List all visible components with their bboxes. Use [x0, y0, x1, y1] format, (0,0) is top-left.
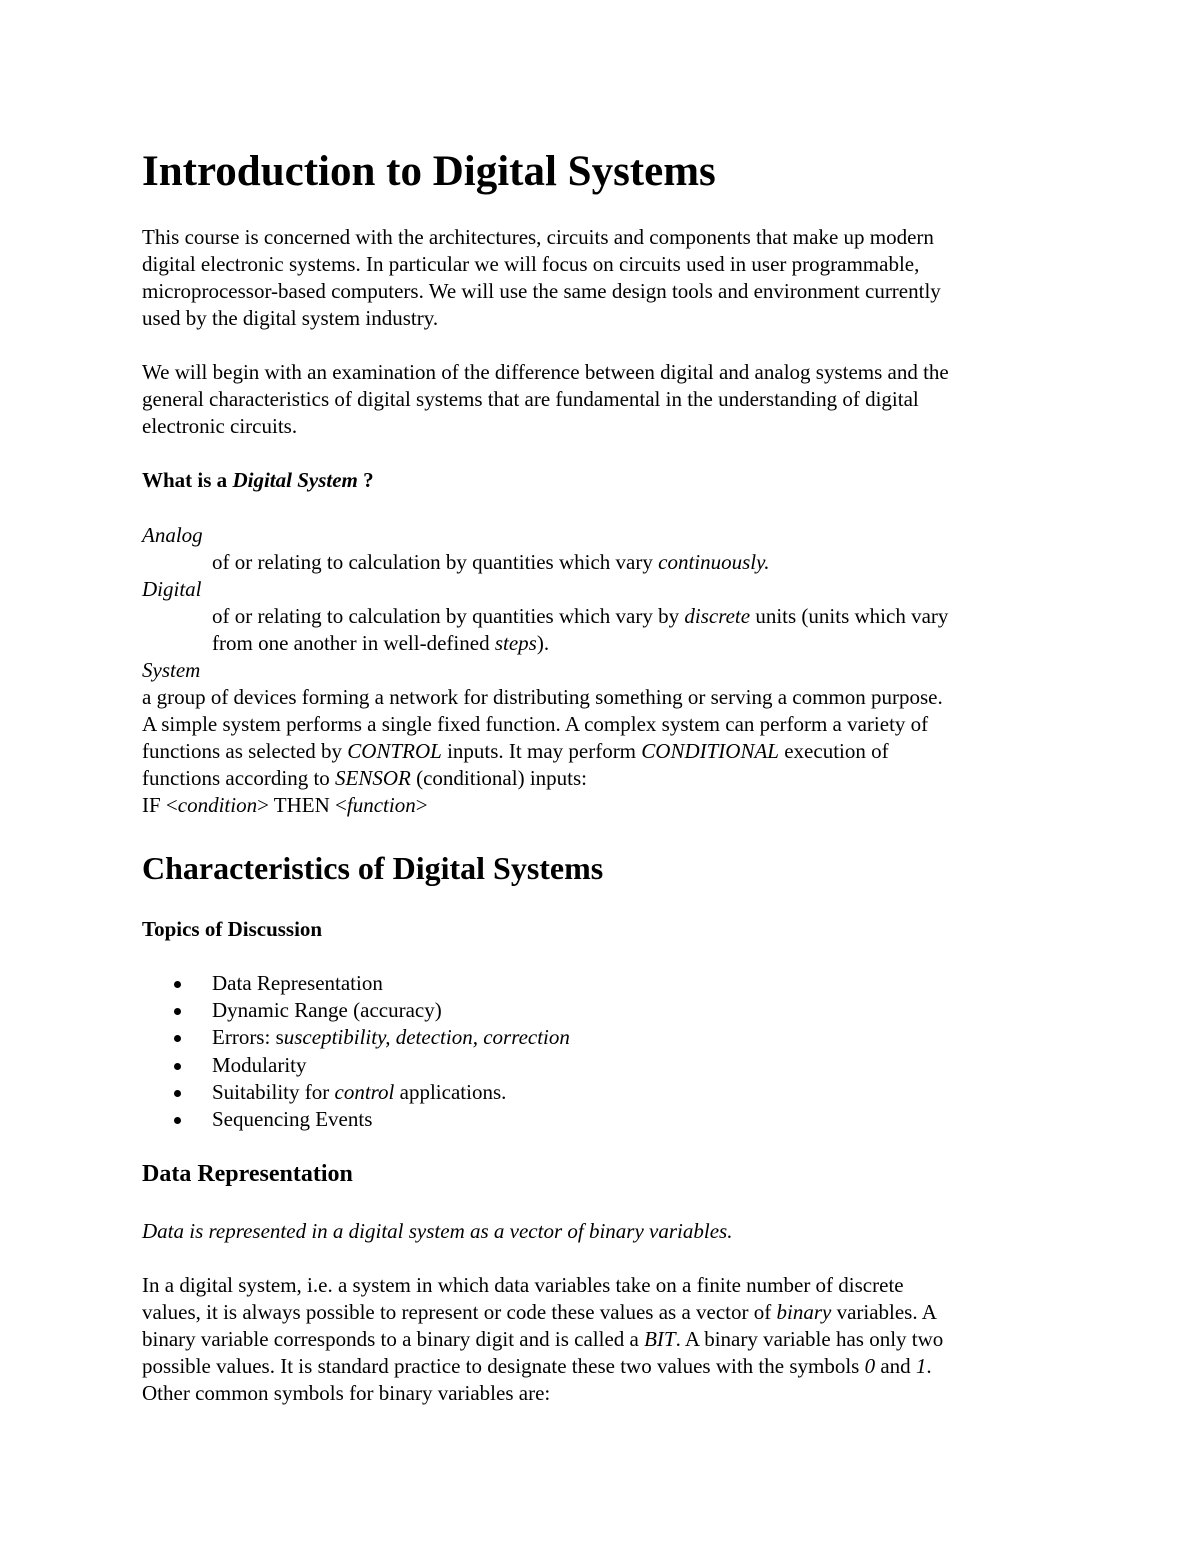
data-rep-text: variables. A	[831, 1300, 937, 1324]
topic-label: Sequencing Events	[212, 1106, 373, 1131]
topic-label: applications.	[394, 1079, 507, 1104]
intro-line: used by the digital system industry.	[142, 306, 439, 330]
data-rep-text: . A binary variable has only two	[675, 1327, 944, 1351]
analog-term: Analog	[142, 523, 203, 547]
analog-definition	[212, 549, 1072, 576]
intro-line: This course is concerned with the architectures, circuits and components that make up modern	[142, 225, 934, 249]
intro-line: microprocessor-based computers. We will use the same design tools and environment currently	[142, 279, 941, 303]
topics-heading-text: Topics of Discussion	[142, 917, 323, 941]
data-representation-lead	[142, 1218, 1062, 1245]
data-rep-line: In a digital system, i.e. a system in which data variables take on a finite number of discrete	[142, 1273, 904, 1297]
system-def-text: functions according to	[142, 766, 336, 790]
bullet-icon	[174, 981, 181, 988]
topic-label: Dynamic Range (accuracy)	[212, 998, 442, 1023]
question-term: Digital System	[232, 468, 358, 492]
page-title: Introduction to Digital Systems	[142, 148, 716, 195]
system-def-text: (conditional) inputs:	[410, 766, 588, 790]
intro-paragraph	[142, 224, 1062, 332]
system-def-text: IF <	[142, 793, 178, 817]
digital-def-text: of or relating to calculation by quantities which vary by	[212, 604, 685, 628]
bullet-icon	[174, 1090, 181, 1097]
begin-line: We will begin with an examination of the difference between digital and analog systems and the	[142, 360, 949, 384]
data-rep-text: values, it is always possible to represent or code these values as a vector of	[142, 1300, 777, 1324]
data-rep-text: possible values. It is standard practice to designate these two values with the symbols	[142, 1354, 865, 1378]
list-item	[142, 1024, 570, 1051]
system-def-emphasis: function	[346, 793, 416, 817]
begin-paragraph	[142, 359, 1062, 440]
system-def-text: execution of	[778, 739, 889, 763]
digital-definition	[212, 603, 1072, 657]
question-prefix: What is a	[142, 468, 233, 492]
begin-line: electronic circuits.	[142, 414, 298, 438]
topic-label: Modularity	[212, 1052, 307, 1077]
system-def-text: inputs. It may perform	[441, 739, 642, 763]
list-item	[142, 1106, 570, 1133]
digital-def-text: from one another in well-defined	[212, 631, 495, 655]
system-def-line: a group of devices forming a network for distributing something or serving a common purpose.	[142, 685, 943, 709]
topic-label: Errors: s	[212, 1025, 284, 1050]
data-rep-emphasis: binary	[776, 1300, 832, 1324]
topic-label: Data Representation	[212, 971, 383, 995]
data-rep-text: binary variable corresponds to a binary digit and is called a	[142, 1327, 645, 1351]
data-rep-line: Other common symbols for binary variables are:	[142, 1381, 551, 1405]
topic-emphasis: usceptibility, detection, correction	[283, 1025, 570, 1050]
data-rep-emphasis: BIT	[644, 1327, 676, 1351]
system-def-text: functions as selected by	[142, 739, 348, 763]
characteristics-heading: Characteristics of Digital Systems	[142, 850, 604, 886]
question-suffix: ?	[357, 468, 374, 492]
bullet-icon	[174, 1008, 181, 1015]
system-def-emphasis: SENSOR	[335, 766, 411, 790]
bullet-icon	[174, 1035, 181, 1042]
data-representation-paragraph	[142, 1272, 1062, 1407]
analog-def-emphasis: continuously.	[658, 550, 770, 574]
system-def-text: > THEN <	[257, 793, 347, 817]
topic-emphasis: control	[334, 1079, 395, 1104]
list-item	[142, 1052, 570, 1079]
bullet-icon	[174, 1063, 181, 1070]
analog-def-text: of or relating to calculation by quantities which vary	[212, 550, 659, 574]
topics-list	[142, 970, 570, 1133]
data-rep-emphasis: 1	[915, 1354, 927, 1378]
list-item	[142, 997, 570, 1024]
system-def-text: >	[415, 793, 428, 817]
system-def-emphasis: condition	[177, 793, 258, 817]
topics-heading	[142, 916, 1062, 943]
system-definition	[142, 684, 1062, 819]
system-def-emphasis: CONDITIONAL	[641, 739, 779, 763]
bullet-icon	[174, 1117, 181, 1124]
data-representation-emphasis: Data is represented in a digital system as a vector of binary variables.	[142, 1219, 733, 1243]
system-def-emphasis: CONTROL	[347, 739, 442, 763]
system-def-line: A simple system performs a single fixed function. A complex system can perform a variety of	[142, 712, 929, 736]
digital-term: Digital	[142, 577, 202, 601]
digital-def-text: units (units which vary	[750, 604, 949, 628]
data-representation-heading: Data Representation	[142, 1161, 353, 1187]
topic-label: Suitability for	[212, 1079, 335, 1104]
data-rep-text: and	[875, 1354, 916, 1378]
data-rep-emphasis: 0	[864, 1354, 876, 1378]
intro-line: digital electronic systems. In particular we will focus on circuits used in user programmable,	[142, 252, 920, 276]
question-heading	[142, 467, 1062, 494]
system-term: System	[142, 658, 201, 682]
digital-def-emphasis: discrete	[684, 604, 751, 628]
list-item	[142, 1079, 570, 1106]
list-item	[142, 970, 570, 997]
begin-line: general characteristics of digital systems that are fundamental in the understanding of digital	[142, 387, 919, 411]
data-rep-text: .	[926, 1354, 932, 1378]
digital-def-emphasis: steps	[494, 631, 537, 655]
digital-def-text: ).	[536, 631, 550, 655]
